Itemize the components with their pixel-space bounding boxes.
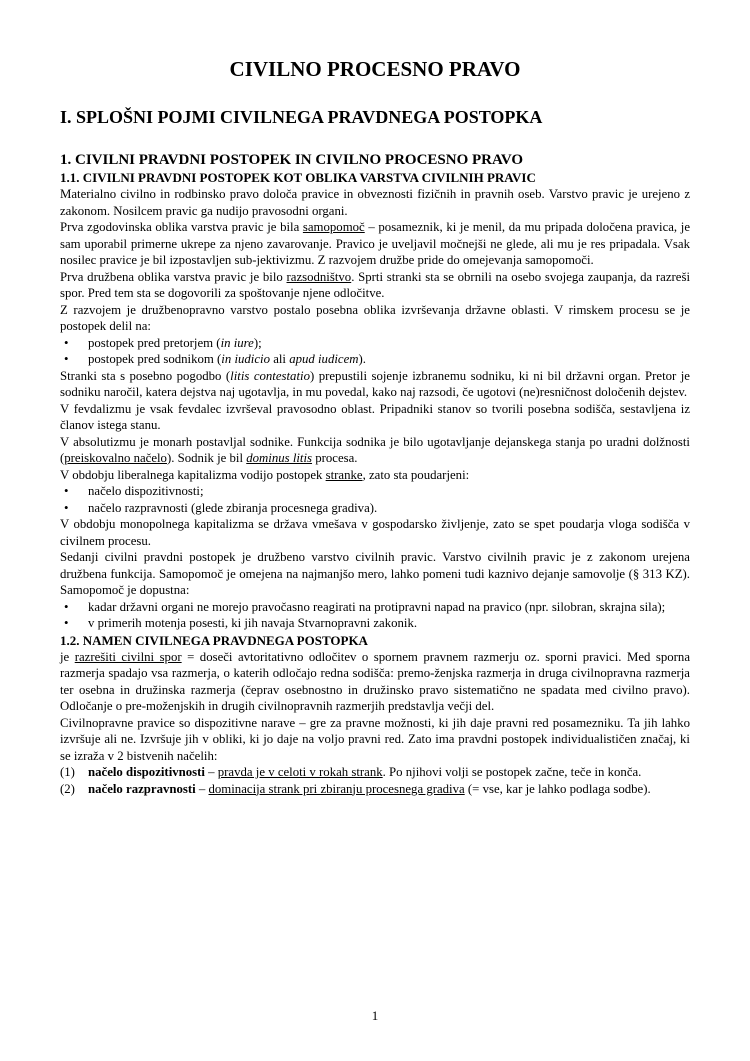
bullet-item: [60, 351, 690, 368]
page-number: 1: [371, 1008, 379, 1023]
bullet-marker-icon: •: [64, 500, 69, 515]
bullet-item: [60, 599, 690, 616]
bullet-marker-icon: •: [64, 484, 69, 498]
list-item-text: načelo razpravnosti (glede zbiranja procesnega gradiva).: [88, 500, 378, 515]
list-item-text: načelo dispozitivnosti – pravda je v celoti v rokah strank. Po njihovi volji se postopek začne, teče in konča.: [88, 765, 642, 779]
text-run: samopomoč: [302, 220, 365, 234]
paragraph: V obdobju liberalnega kapitalizma vodijo postopek stranke, zato sta poudarjeni:: [60, 467, 470, 482]
paragraph: Sedanji civilni pravdni postopek je družbeno varstvo civilnih pravic. Varstvo civilnih pravic je z zakonom urejena družbena funkcija. Samopomoč je omejena na najmanjšo mero, lahko pomeni tudi kaznivo dejanje samovolje (§ 313 KZ). Samopomoč je dopustna:: [60, 550, 690, 597]
subsection-heading: 1.1. CIVILNI PRAVDNI POSTOPEK KOT OBLIKA VARSTVA CIVILNIH PRAVIC: [60, 170, 536, 185]
list-item-text: načelo razpravnosti – dominacija strank pri zbiranju procesnega gradiva (= vse, kar je lahko podlaga sodbe).: [88, 781, 651, 796]
bullet-marker-icon: •: [64, 352, 69, 366]
number-marker: (2): [60, 781, 75, 796]
paragraph: Materialno civilno in rodbinsko pravo določa pravice in obveznosti fizičnih in pravnih oseb. Varstvo pravic je urejeno z zakonom. Nosilcem pravic ga nudijo pravosodni organi.: [60, 187, 690, 218]
bullet-marker-icon: •: [64, 335, 69, 350]
bullet-item: [60, 483, 690, 500]
text-run: razrešiti civilni spor: [74, 649, 182, 664]
numbered-item: [60, 764, 690, 781]
paragraph: Z razvojem je družbenopravno varstvo postalo posebna oblika izvrševanja državne oblasti. V rimskem procesu se je postopek delil na:: [60, 302, 690, 333]
text-run: stranke: [325, 467, 363, 482]
paragraph: V obdobju monopolnega kapitalizma se država vmešava v gospodarsko življenje, zato se spet poudarja vloga sodišča v civilnem procesu.: [60, 517, 690, 548]
bullet-item: [60, 615, 690, 632]
text-run: in iudicio: [221, 352, 270, 366]
bullet-item: [60, 500, 690, 517]
numbered-item: [60, 781, 690, 798]
bullet-marker-icon: •: [64, 599, 69, 614]
section-heading: I. SPLOŠNI POJMI CIVILNEGA PRAVDNEGA POSTOPKA: [60, 107, 543, 127]
list-item-text: postopek pred pretorjem (in iure);: [88, 335, 262, 350]
subsection-heading: 1.2. NAMEN CIVILNEGA PRAVDNEGA POSTOPKA: [60, 632, 368, 648]
bullet-marker-icon: •: [64, 616, 69, 630]
paragraph: Prva družbena oblika varstva pravic je bilo razsodništvo. Sprti stranki sta se obrnili na osebo svojega zaupanja, da razreši spor. Pred tem sta se dogovorili za spoštovanje njene odločitve.: [60, 269, 690, 300]
document-title: CIVILNO PROCESNO PRAVO: [229, 57, 521, 81]
paragraph: V absolutizmu je monarh postavljal sodnike. Funkcija sodnika je bilo ugotavljanje dejanskega stanja po uradni dolžnosti (preiskovalno načelo). Sodnik je bil dominus litis procesa.: [60, 434, 690, 465]
chapter-heading: 1. CIVILNI PRAVDNI POSTOPEK IN CIVILNO PROCESNO PRAVO: [60, 152, 524, 168]
text-run: apud iudicem: [289, 352, 359, 366]
document-body: [60, 106, 690, 797]
text-run: načelo razpravnosti: [88, 781, 196, 796]
text-run: preiskovalno načelo: [64, 451, 167, 465]
list-item-text: načelo dispozitivnosti;: [88, 484, 204, 498]
text-run: litis contestatio: [230, 368, 310, 383]
number-marker: (1): [60, 765, 75, 779]
paragraph: V fevdalizmu je vsak fevdalec izvrševal pravosodno oblast. Pripadniki stanov so tvorili posebna sodišča, sestavljena iz članov istega stanu.: [60, 401, 690, 432]
bullet-item: [60, 335, 690, 352]
list-item-text: postopek pred sodnikom (in iudicio ali apud iudicem).: [88, 352, 366, 366]
text-run: dominacija strank pri zbiranju procesnega gradiva: [208, 781, 465, 796]
text-run: dominus litis: [246, 451, 313, 465]
text-run: razsodništvo: [286, 269, 352, 284]
text-run: in iure: [220, 335, 254, 350]
text-run: pravda je v celoti v rokah strank: [217, 765, 383, 779]
paragraph: Stranki sta s posebno pogodbo (litis contestatio) prepustili sojenje izbranemu sodniku, ki ni bil državni organ. Pretor je sodniku naročil, katera dejstva naj ugotavlja, in mu povedal, kako naj razsodi, če ugotovi (ne)resničnost določenih dejstev.: [60, 368, 690, 399]
list-item-text: kadar državni organi ne morejo pravočasno reagirati na protipravni napad na pravico (npr. silobran, skrajna sila);: [88, 599, 666, 614]
paragraph: je razrešiti civilni spor = doseči avtoritativno odločitev o spornem pravnem razmerju oz. sporni pravici. Med sporna razmerja spadajo vsa razmerja, o katerih odločajo redna sodišča: premo-ženjska razmerja in druga civilnopravna razmerja ter osebna in družinska razmerja (čeprav osebnostno in družinsko pravo sistematično ne spadata med civilno pravo). Odločanje o pre-moženjskih in drugih civilnopravnih razmerjih predstavlja večji del.: [60, 649, 690, 713]
list-item-text: v primerih motenja posesti, ki jih navaja Stvarnopravni zakonik.: [88, 616, 418, 630]
text-run: načelo dispozitivnosti: [88, 765, 205, 779]
paragraph: Prva zgodovinska oblika varstva pravic je bila samopomoč – posameznik, ki je menil, da mu pripada določena pravica, je sam uporabil primerne ukrepe za njeno zavarovanje. Pravico je uveljavil močnejši ne glede, ali mu je res pripadala. Vsak nosilec pravice je bil izpostavljen sub-jektivizmu. Z razvojem družbe pride do omejevanja samopomoči.: [60, 220, 690, 267]
paragraph: Civilnopravne pravice so dispozitivne narave – gre za pravne možnosti, ki jih daje pravni red posamezniku. Ta jih lahko izvršuje ali ne. Izvršuje jih v obliki, ki jo daje na voljo pravni red. Zato ima pravdni postopek individualističen značaj, ki se izraža v 2 bistvenih načelih:: [60, 715, 690, 763]
